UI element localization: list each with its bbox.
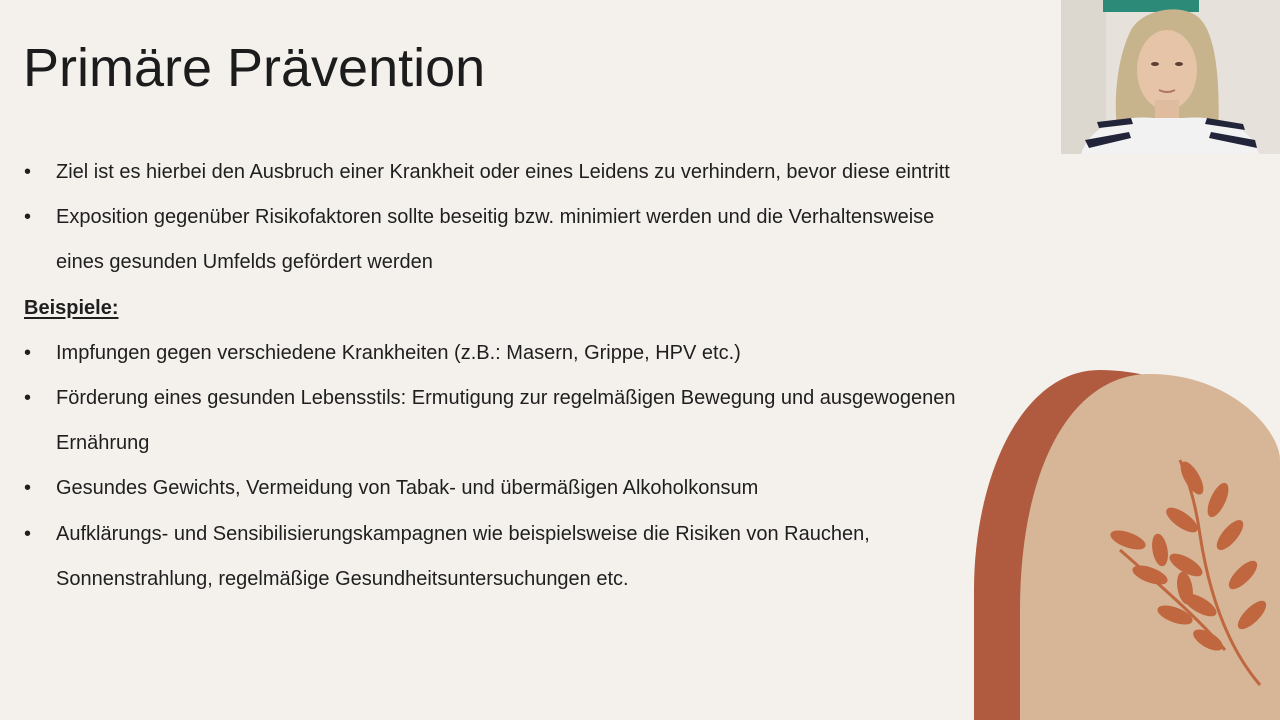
bullet-item-campaigns — [24, 512, 984, 602]
slide-body — [24, 150, 984, 602]
examples-heading: Beispiele: — [24, 296, 119, 319]
bullet-marker: • — [24, 206, 32, 229]
bullet-marker: • — [24, 161, 32, 183]
bullet-item-lifestyle — [24, 376, 984, 466]
bullet-text: Ziel ist es hierbei den Ausbruch einer Krankheit oder eines Leidens zu verhindern, bevor diese eintritt — [56, 161, 950, 183]
bullet-marker: • — [24, 477, 32, 500]
bullet-text: Förderung eines gesunden Lebensstils: Ermutigung zur regelmäßigen Bewegung und ausgewogenen Ernährung — [56, 387, 956, 455]
bullet-item-weight — [24, 466, 984, 511]
bullet-item-vaccination — [24, 331, 984, 376]
presenter-video-image — [1061, 0, 1280, 154]
bullet-item-goal — [24, 150, 984, 195]
slide-title: Primäre Prävention — [23, 38, 486, 98]
bullet-text: Gesundes Gewichts, Vermeidung von Tabak- und übermäßigen Alkoholkonsum — [56, 477, 759, 500]
bullet-marker: • — [24, 387, 32, 410]
bullet-text: Aufklärungs- und Sensibilisierungskampagnen wie beispielsweise die Risiken von Rauchen, Sonnenstrahlung, regelmäßige Gesundheitsuntersuchungen etc. — [56, 522, 870, 590]
examples-bullet-list — [24, 331, 984, 602]
bullet-text: Exposition gegenüber Risikofaktoren sollte beseitig bzw. minimiert werden und die Verhaltensweise eines gesunden Umfelds gefördert werden — [56, 206, 935, 274]
bullet-marker: • — [24, 341, 32, 364]
bullet-text: Impfungen gegen verschiedene Krankheiten (z.B.: Masern, Grippe, HPV etc.) — [56, 341, 741, 364]
intro-bullet-list — [24, 150, 984, 286]
bullet-item-exposure — [24, 195, 984, 285]
decorative-leaf-shape — [960, 360, 1280, 720]
bullet-marker: • — [24, 522, 32, 545]
webcam-video-overlay — [1061, 0, 1280, 154]
